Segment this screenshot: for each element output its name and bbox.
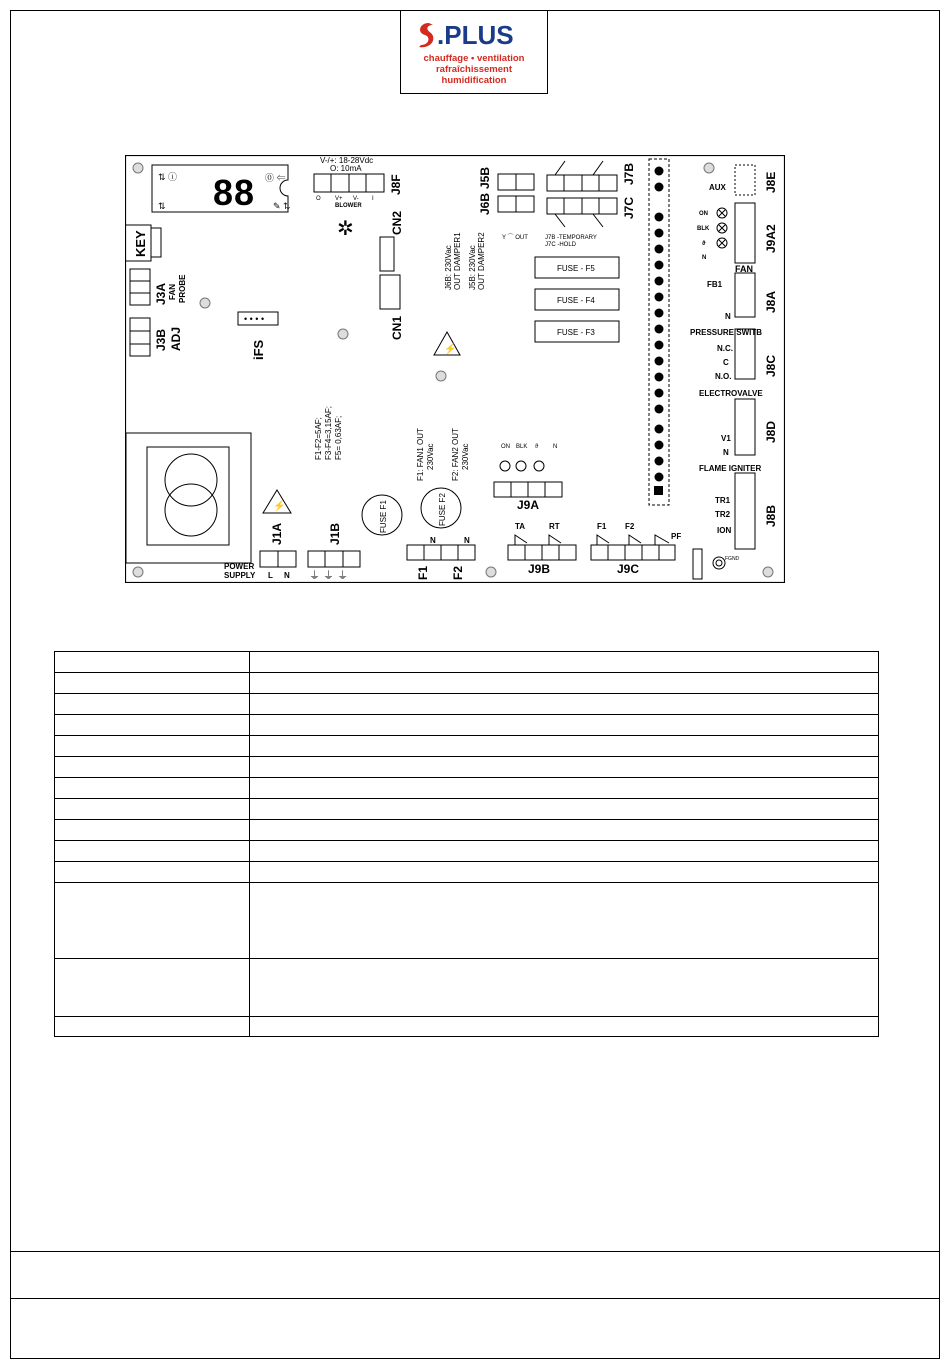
svg-text:ϑ: ϑ [535, 444, 539, 450]
svg-text:FUSE F1: FUSE F1 [379, 500, 388, 533]
footer-divider [10, 1298, 940, 1299]
mounting-hole [200, 298, 210, 308]
svg-text:TR1: TR1 [715, 496, 731, 505]
svg-text:N: N [430, 536, 436, 545]
svg-text:ON: ON [699, 211, 708, 217]
svg-text:N: N [464, 536, 470, 545]
svg-text:J8C: J8C [764, 354, 778, 377]
svg-text:⇅: ⇅ [158, 201, 166, 211]
svg-text:J3B: J3B [154, 328, 168, 351]
svg-text:CN2: CN2 [390, 210, 404, 235]
j3a-connector [125, 269, 187, 305]
right-side-connectors [735, 165, 755, 549]
svg-text:N: N [725, 312, 731, 321]
j7b-j7c-connectors [547, 161, 617, 227]
svg-text:PF: PF [671, 532, 682, 541]
svg-text:J9A2: J9A2 [764, 224, 778, 253]
svg-text:O: 10mA: O: 10mA [330, 164, 362, 173]
svg-text:FB1: FB1 [707, 280, 723, 289]
svg-text:PROBE: PROBE [178, 274, 187, 303]
svg-text:F2: FAN2 OUT: F2: FAN2 OUT [451, 428, 460, 481]
svg-text:J1B: J1B [328, 522, 342, 545]
svg-text:J8D: J8D [764, 420, 778, 443]
fuse-boxes [535, 257, 619, 342]
svg-text:FUSE F2: FUSE F2 [438, 493, 447, 526]
svg-text:ON: ON [501, 444, 510, 450]
svg-text:FUSE - F3: FUSE - F3 [557, 328, 595, 337]
svg-text:CN1: CN1 [390, 315, 404, 340]
j9b-connector [508, 522, 576, 576]
svg-text:N: N [284, 571, 290, 580]
svg-text:J8E: J8E [764, 171, 778, 193]
svg-text:✎ ⇅: ✎ ⇅ [273, 201, 291, 211]
svg-text:N.C.: N.C. [717, 344, 733, 353]
mounting-hole [338, 329, 348, 339]
j9a2-leds [717, 208, 727, 248]
svg-text:.PLUS: .PLUS [437, 20, 514, 50]
svg-text:⇅ ⓘ: ⇅ ⓘ [158, 172, 178, 182]
fan-out-connector [407, 536, 475, 580]
svg-text:FAN: FAN [168, 284, 177, 300]
svg-text:F5= 0,63AF;: F5= 0,63AF; [334, 415, 343, 460]
svg-text:F2: F2 [451, 565, 465, 580]
svg-text:F1: FAN1 OUT: F1: FAN1 OUT [416, 428, 425, 481]
svg-text:J5B: 230Vac: J5B: 230Vac [468, 245, 477, 290]
svg-text:TA: TA [515, 522, 526, 531]
svg-text:⏚ ⏚ ⏚: ⏚ ⏚ ⏚ [309, 570, 349, 582]
svg-text:F2: F2 [625, 522, 635, 531]
svg-text:AUX: AUX [709, 183, 726, 192]
svg-text:FUSE - F4: FUSE - F4 [557, 296, 595, 305]
logo-tagline-2: rafraîchissement [435, 64, 513, 75]
svg-text:BLK: BLK [697, 226, 710, 232]
svg-text:• • • •: • • • • [244, 314, 265, 324]
svg-text:N.O.: N.O. [715, 372, 732, 381]
mounting-hole [133, 163, 143, 173]
warning-icon [434, 332, 460, 355]
svg-text:FGND: FGND [725, 556, 740, 562]
svg-text:J6B: 230Vac: J6B: 230Vac [444, 245, 453, 290]
terminal-strip [649, 159, 669, 505]
svg-text:N: N [723, 448, 729, 457]
svg-text:J8A: J8A [764, 290, 778, 313]
svg-text:O: O [316, 196, 321, 202]
svg-text:V-/+: 18-28Vdc: V-/+: 18-28Vdc [320, 156, 374, 165]
svg-text:N: N [553, 444, 558, 450]
svg-text:FAN: FAN [735, 264, 753, 274]
svg-text:J7C -HOLD: J7C -HOLD [545, 242, 577, 248]
cn-connectors [380, 211, 404, 340]
svg-text:KEY: KEY [133, 230, 148, 257]
board-svg [125, 155, 785, 583]
svg-text:230Vac: 230Vac [426, 443, 435, 470]
logo-tagline-1: chauffage • ventilation [423, 53, 525, 64]
mounting-hole [436, 371, 446, 381]
svg-text:J6B: J6B [478, 192, 492, 215]
svg-text:J9A: J9A [517, 498, 540, 512]
j1a-j1b-connectors [224, 523, 360, 582]
svg-text:FUSE - F5: FUSE - F5 [557, 264, 595, 273]
svg-text:RT: RT [549, 522, 560, 531]
svg-text:J7C: J7C [622, 196, 636, 219]
svg-text:I: I [372, 196, 374, 202]
seven-segment-display: 88 [213, 172, 256, 213]
svg-text:V+: V+ [335, 196, 343, 202]
svg-text:F1-F2=5AF;: F1-F2=5AF; [314, 417, 323, 460]
svg-text:J9B: J9B [528, 562, 551, 576]
svg-text:ELECTROVALVE: ELECTROVALVE [699, 389, 763, 398]
fgnd-connector [693, 549, 725, 579]
circuit-board-diagram [125, 155, 785, 583]
svg-text:J1A: J1A [270, 522, 284, 545]
mounting-hole [486, 567, 496, 577]
splus-logo-mark [415, 17, 535, 51]
mounting-hole [133, 567, 143, 577]
fan-icon: ✲ [337, 218, 354, 240]
display-panel [152, 165, 291, 213]
ifs-connector [238, 312, 278, 360]
svg-text:BLOWER: BLOWER [335, 203, 362, 209]
svg-text:C: C [723, 358, 729, 367]
svg-text:OUT DAMPER1: OUT DAMPER1 [453, 232, 462, 290]
svg-text:⚡: ⚡ [444, 344, 457, 355]
svg-text:TR2: TR2 [715, 510, 731, 519]
svg-text:SUPPLY: SUPPLY [224, 571, 256, 580]
warning-icon [263, 490, 291, 513]
svg-text:J8F: J8F [389, 174, 403, 195]
svg-text:F1: F1 [416, 565, 430, 580]
svg-text:J8B: J8B [764, 504, 778, 527]
svg-text:ADJ: ADJ [169, 326, 183, 351]
svg-text:F3-F4=3,15AF;: F3-F4=3,15AF; [324, 405, 333, 460]
svg-text:PRESSURE SWITB: PRESSURE SWITB [690, 328, 763, 337]
j9c-connector [591, 522, 681, 576]
svg-text:J9C: J9C [617, 562, 640, 576]
svg-text:V1: V1 [721, 434, 731, 443]
damper-labels [444, 232, 486, 290]
j9a-connector [494, 444, 562, 512]
svg-text:Y ⌒ OUT: Y ⌒ OUT [502, 235, 528, 241]
svg-text:POWER: POWER [224, 562, 255, 571]
info-table [54, 651, 879, 1037]
svg-text:J5B: J5B [478, 166, 492, 189]
svg-text:OUT DAMPER2: OUT DAMPER2 [477, 232, 486, 290]
company-logo [400, 10, 548, 94]
svg-text:J7B -TEMPORARY: J7B -TEMPORARY [545, 235, 597, 241]
logo-tagline-3: humidification [441, 75, 507, 86]
svg-text:N: N [702, 255, 707, 261]
board-outline [126, 156, 785, 583]
svg-text:ION: ION [717, 526, 732, 535]
mounting-hole [763, 567, 773, 577]
svg-text:F1: F1 [597, 522, 607, 531]
j3b-connector [130, 318, 183, 356]
j5b-j6b-connectors [478, 167, 534, 215]
transformer [126, 433, 251, 563]
svg-text:iFS: iFS [251, 339, 266, 360]
footer-divider [10, 1251, 940, 1252]
svg-text:⓪ ⇐: ⓪ ⇐ [265, 173, 286, 183]
svg-text:J7B: J7B [622, 162, 636, 185]
svg-text:⚡: ⚡ [273, 501, 286, 512]
key-connector [125, 225, 161, 261]
svg-text:BLK: BLK [516, 444, 528, 450]
mounting-hole [704, 163, 714, 173]
svg-text:V-: V- [353, 196, 359, 202]
svg-text:FLAME IGNITER: FLAME IGNITER [699, 464, 762, 473]
svg-text:ϑ: ϑ [702, 241, 706, 247]
svg-text:L: L [268, 571, 273, 580]
svg-text:230Vac: 230Vac [461, 443, 470, 470]
svg-text:J3A: J3A [154, 282, 168, 305]
